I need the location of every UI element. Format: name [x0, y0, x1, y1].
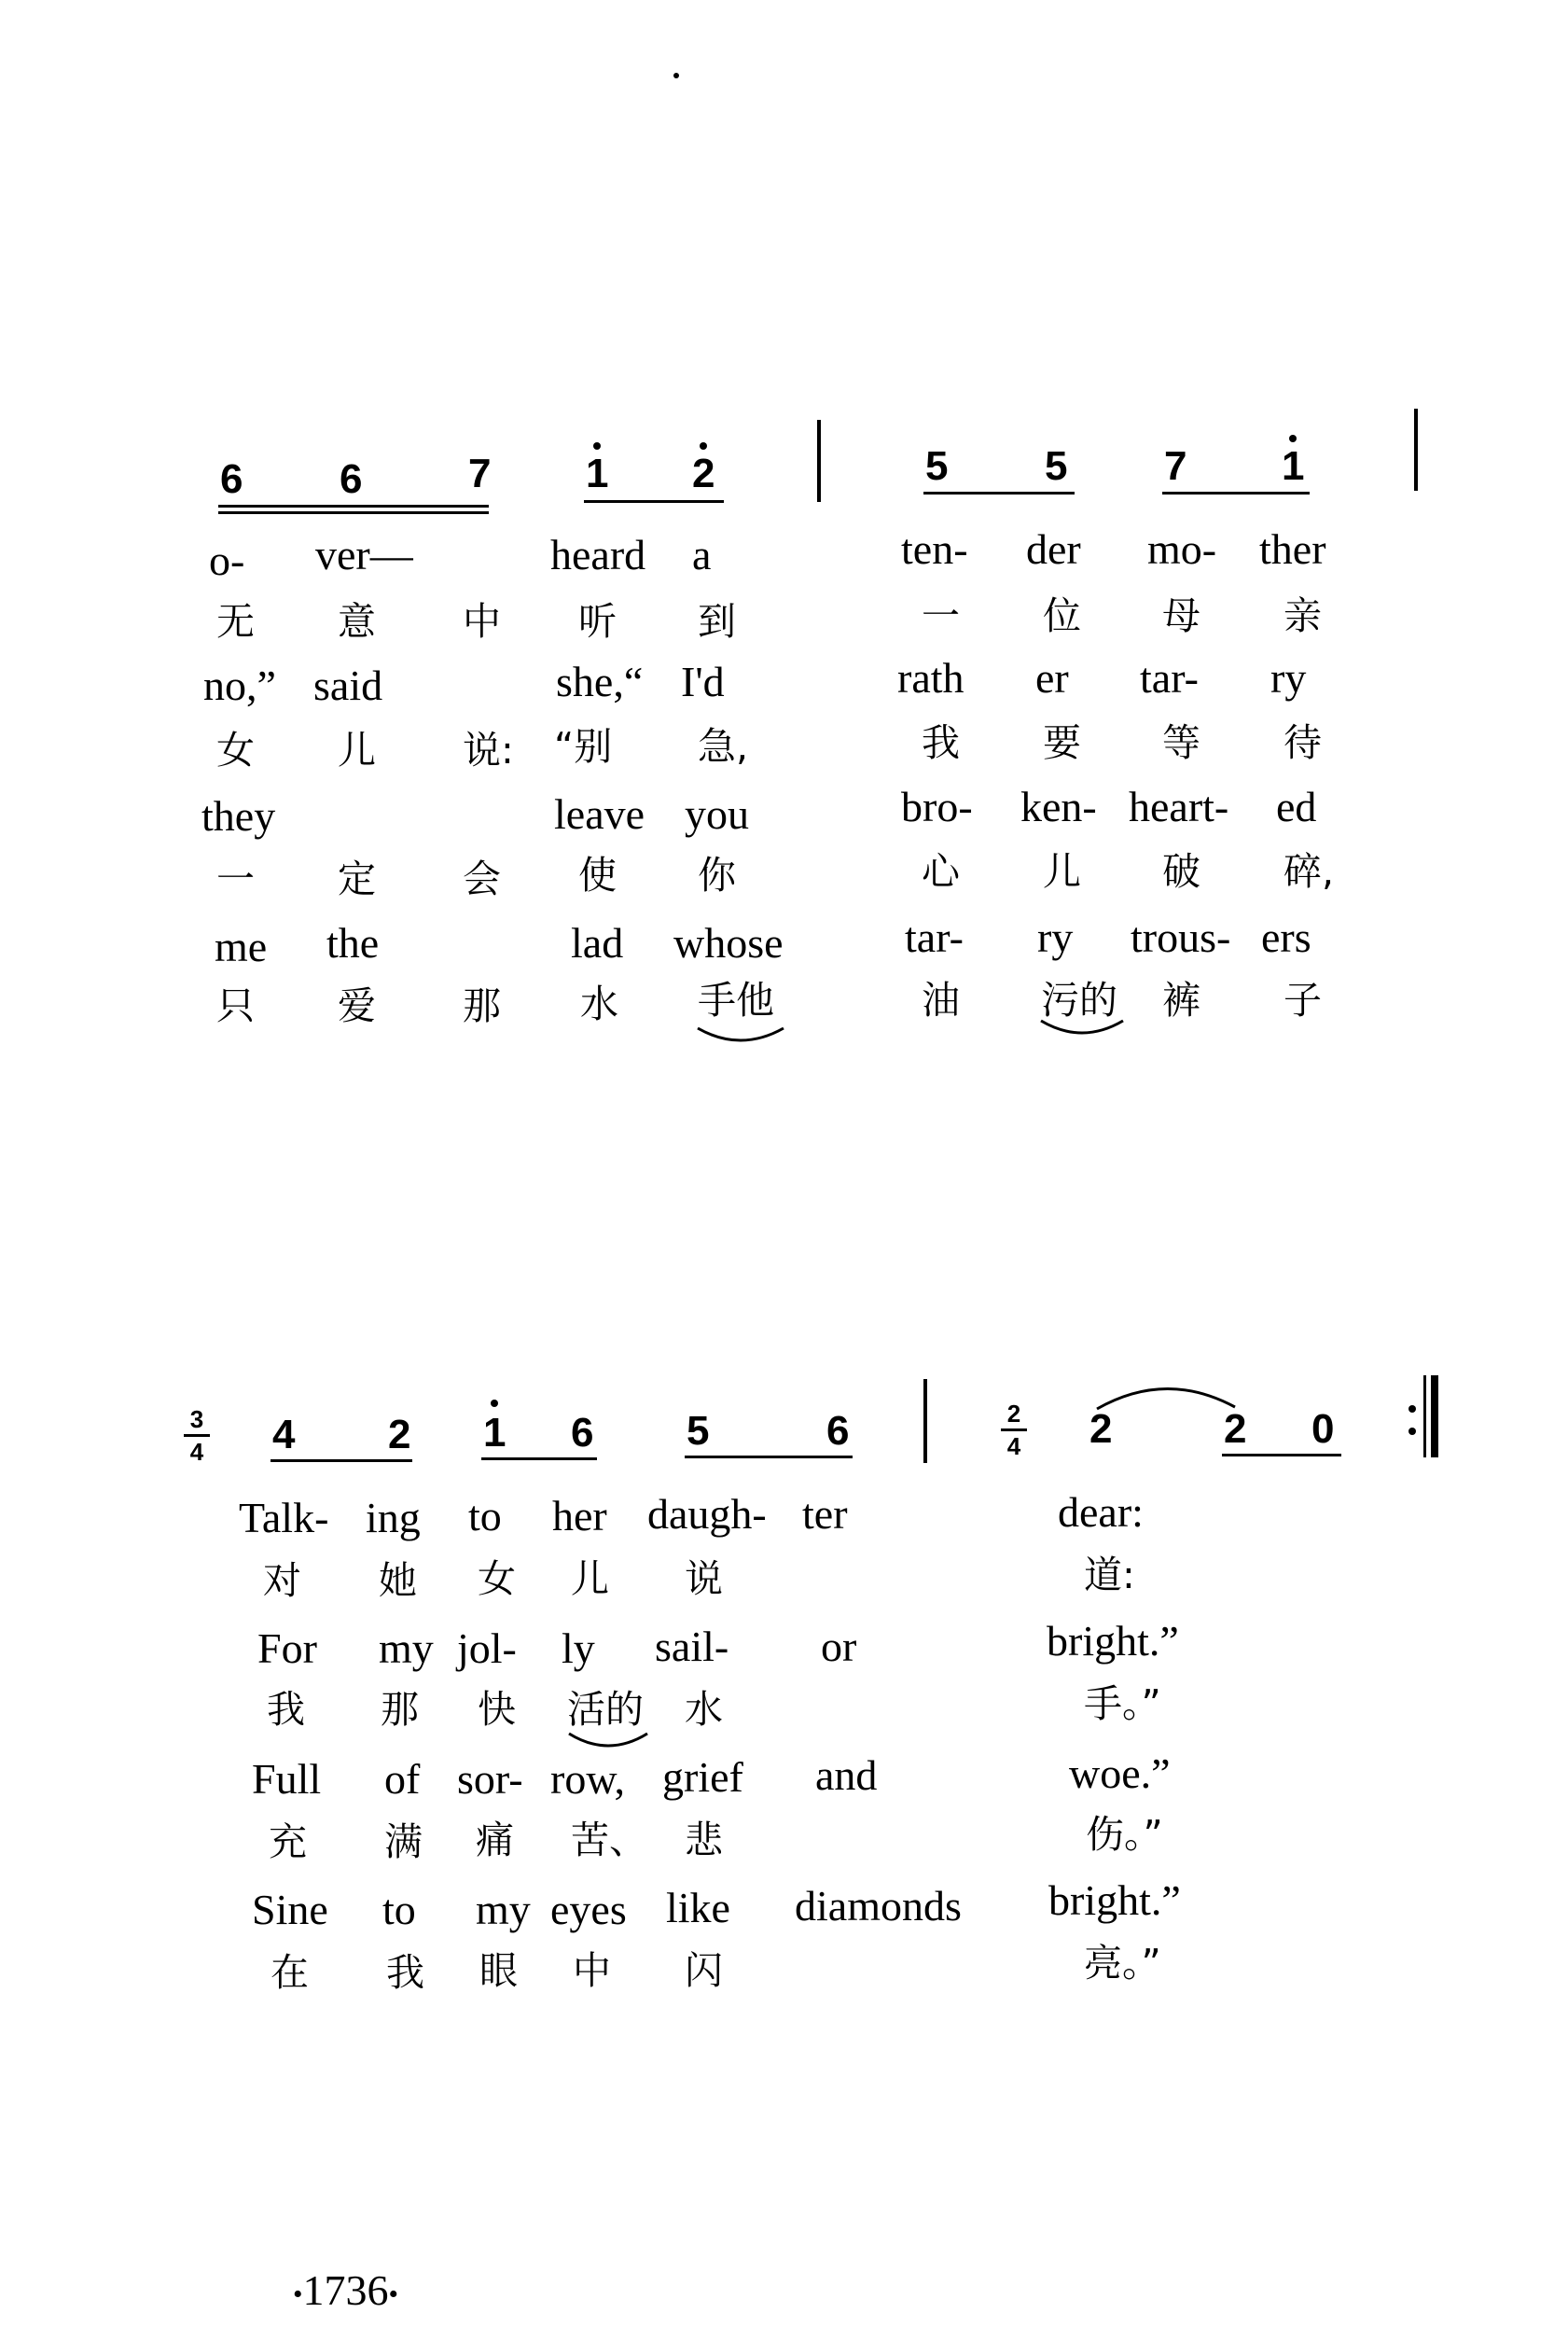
note: 2 — [692, 451, 715, 496]
lyric-zh: 在 — [271, 1950, 309, 1995]
beam-underline — [1222, 1454, 1341, 1456]
lyric-zh: 眼 — [479, 1948, 518, 1993]
lyric-zh: 痛 — [476, 1818, 514, 1862]
lyric-en: you — [685, 790, 749, 838]
beam-underline — [481, 1457, 597, 1460]
lyric-zh: 满 — [384, 1819, 423, 1864]
lyric-zh: 子 — [1284, 978, 1322, 1023]
lyric-zh: 一 — [922, 593, 960, 638]
lyric-en: or — [821, 1623, 857, 1670]
barline — [1414, 409, 1418, 491]
page-number-bullet: • — [293, 2278, 303, 2310]
lyric-zh: 水 — [685, 1687, 723, 1732]
lyric-en: Talk- — [239, 1494, 329, 1541]
page-number-value: 1736 — [302, 2266, 389, 2314]
lyric-zh: 到 — [698, 599, 736, 644]
lyric-zh: 使 — [578, 853, 617, 898]
lyric-zh: 中 — [573, 1948, 611, 1993]
page-number-bullet: • — [388, 2278, 399, 2310]
lyric-zh: 手他 — [698, 978, 774, 1023]
lyric-zh: 儿 — [338, 728, 376, 773]
lyric-zh: 女 — [478, 1556, 516, 1601]
lyric-en: jol- — [457, 1624, 517, 1672]
lyric-en: o- — [209, 536, 245, 584]
lyric-en: of — [384, 1755, 421, 1803]
lyric-en: ter — [802, 1490, 848, 1538]
high-octave-dot — [491, 1400, 498, 1407]
lyric-en: dear: — [1058, 1488, 1144, 1536]
lyric-en: ry — [1270, 654, 1307, 702]
lyric-zh: 只 — [216, 983, 255, 1028]
lyric-zh: 儿 — [1043, 849, 1081, 894]
note: 0 — [1311, 1406, 1335, 1452]
lyric-en: bright.” — [1047, 1617, 1179, 1665]
note: 6 — [826, 1408, 850, 1454]
lyric-en: to — [382, 1886, 416, 1933]
note: 5 — [1045, 443, 1068, 489]
lyric-en: like — [666, 1884, 730, 1931]
time-sig-top: 2 — [1006, 1400, 1021, 1428]
lyric-zh: 油 — [922, 978, 960, 1023]
lyric-en: my — [379, 1624, 434, 1672]
lyric-zh: 闪 — [685, 1948, 723, 1993]
lyric-zh: 会 — [463, 857, 501, 901]
note: 2 — [388, 1412, 411, 1457]
lyric-en: diamonds — [795, 1882, 962, 1930]
repeat-dot — [1408, 1405, 1416, 1413]
lyric-zh: 母 — [1162, 593, 1200, 638]
lyric-zh: 我 — [922, 720, 960, 765]
note: 6 — [220, 456, 243, 502]
time-sig-top: 3 — [189, 1405, 204, 1433]
time-sig-bottom: 4 — [1006, 1432, 1021, 1460]
lyric-zh: 污的 — [1041, 978, 1117, 1023]
beam-underline — [271, 1459, 412, 1462]
lyric-en: my — [476, 1886, 531, 1933]
lyric-zh: 儿 — [571, 1556, 609, 1601]
lyric-zh: 碎, — [1284, 849, 1335, 894]
note: 2 — [1089, 1406, 1113, 1452]
lyric-en: sail- — [655, 1623, 729, 1670]
lyric-en: eyes — [550, 1886, 627, 1933]
lyric-en: me — [215, 923, 268, 970]
lyric-zh: 亲 — [1284, 593, 1322, 638]
tie-mark — [694, 1024, 787, 1052]
lyric-en: bright.” — [1048, 1876, 1181, 1924]
tie-mark — [565, 1730, 651, 1758]
note: 1 — [1282, 443, 1305, 489]
lyric-en: rath — [897, 654, 964, 702]
lyric-zh: 你 — [698, 853, 736, 898]
lyric-zh: 中 — [463, 599, 501, 644]
lyric-zh: 苦、 — [571, 1818, 647, 1862]
high-octave-dot — [700, 442, 707, 450]
lyric-zh: 定 — [338, 857, 376, 901]
lyric-en: tar- — [905, 913, 964, 961]
lyric-en: and — [815, 1751, 878, 1799]
lyric-en: ly — [562, 1624, 595, 1672]
barline-thick — [1431, 1375, 1438, 1457]
lyric-zh: 我 — [386, 1950, 424, 1995]
lyric-zh: 听 — [578, 599, 617, 644]
lyric-en: ken- — [1020, 783, 1097, 830]
barline — [817, 420, 821, 502]
tie-mark — [1037, 1017, 1127, 1045]
lyric-en: leave — [554, 790, 645, 838]
lyric-en: row, — [550, 1755, 626, 1803]
lyric-zh: 活的 — [567, 1687, 644, 1732]
lyric-en: der — [1026, 525, 1081, 573]
note: 7 — [468, 451, 492, 496]
lyric-zh: 水 — [580, 982, 618, 1026]
note: 2 — [1224, 1406, 1247, 1452]
lyric-en: mo- — [1147, 525, 1217, 573]
lyric-zh: 那 — [381, 1687, 419, 1732]
note: 6 — [340, 456, 363, 502]
time-sig-bottom: 4 — [189, 1438, 204, 1466]
lyric-en: lad — [571, 919, 624, 967]
lyric-zh: 她 — [379, 1558, 417, 1603]
lyric-zh: 快 — [478, 1687, 516, 1732]
lyric-zh: 急, — [698, 724, 749, 769]
beam-underline — [218, 511, 489, 514]
lyric-en: ing — [366, 1494, 421, 1541]
lyric-zh: 破 — [1162, 849, 1200, 894]
lyric-en: whose — [673, 919, 784, 967]
lyric-en: heart- — [1129, 783, 1229, 830]
lyric-zh: 无 — [216, 599, 255, 644]
lyric-zh: 女 — [216, 728, 255, 773]
lyric-en: said — [313, 662, 383, 709]
high-octave-dot — [1289, 435, 1297, 442]
repeat-dot — [1408, 1428, 1416, 1435]
lyric-zh: “别 — [554, 724, 613, 769]
lyric-en: woe.” — [1069, 1749, 1171, 1797]
note: 5 — [925, 443, 949, 489]
beam-underline — [218, 505, 489, 508]
lyric-en: ers — [1261, 913, 1311, 961]
lyric-en: I'd — [681, 658, 725, 705]
barline — [1423, 1375, 1426, 1457]
lyric-en: to — [468, 1492, 502, 1540]
lyric-zh: 等 — [1162, 720, 1200, 765]
note: 1 — [586, 451, 609, 496]
lyric-zh: 说 — [685, 1556, 723, 1601]
lyric-zh: 待 — [1284, 720, 1322, 765]
lyric-zh: 对 — [263, 1558, 301, 1603]
beam-underline — [1162, 492, 1310, 495]
page-number — [293, 2265, 398, 2315]
beam-underline — [685, 1456, 853, 1458]
lyric-en: they — [201, 792, 276, 840]
lyric-en: bro- — [901, 783, 973, 830]
lyric-zh: 伤。” — [1086, 1812, 1163, 1857]
stray-dot — [673, 73, 679, 78]
lyric-en: er — [1035, 654, 1069, 702]
lyric-zh: 道: — [1084, 1553, 1135, 1597]
lyric-en: Sine — [252, 1886, 328, 1933]
time-signature — [1000, 1401, 1028, 1458]
lyric-zh: 位 — [1043, 593, 1081, 638]
beam-underline — [584, 500, 724, 503]
lyric-en: Full — [252, 1755, 322, 1803]
lyric-zh: 要 — [1043, 720, 1081, 765]
note: 4 — [272, 1412, 296, 1457]
lyric-en: trous- — [1131, 913, 1231, 961]
lyric-zh: 意 — [338, 599, 376, 644]
lyric-en: the — [326, 919, 380, 967]
high-octave-dot — [593, 442, 601, 450]
lyric-zh: 心 — [922, 849, 960, 894]
lyric-en: ver— — [315, 531, 413, 578]
lyric-en: heard — [550, 531, 646, 578]
lyric-en: daugh- — [647, 1490, 767, 1538]
barline — [923, 1379, 927, 1463]
note: 6 — [571, 1410, 594, 1456]
lyric-en: her — [552, 1492, 607, 1540]
lyric-zh: 悲 — [685, 1818, 723, 1862]
lyric-en: tar- — [1140, 654, 1199, 702]
lyric-zh: 说: — [463, 728, 514, 773]
lyric-en: ten- — [901, 525, 968, 573]
lyric-en: she,“ — [556, 658, 644, 705]
time-signature — [183, 1407, 211, 1464]
lyric-en: sor- — [457, 1755, 523, 1803]
tie-mark — [1091, 1375, 1241, 1413]
lyric-zh: 手。” — [1084, 1681, 1161, 1726]
lyric-en: a — [692, 531, 712, 578]
note: 1 — [483, 1410, 506, 1456]
lyric-zh: 我 — [267, 1687, 305, 1732]
lyric-zh: 爱 — [338, 983, 376, 1028]
beam-underline — [923, 492, 1075, 495]
lyric-zh: 一 — [216, 857, 255, 901]
lyric-zh: 充 — [269, 1819, 307, 1864]
lyric-en: ther — [1259, 525, 1326, 573]
lyric-en: no,” — [203, 662, 276, 709]
lyric-zh: 那 — [463, 983, 501, 1028]
lyric-en: grief — [662, 1753, 743, 1801]
lyric-en: ed — [1276, 783, 1317, 830]
lyric-en: ry — [1037, 913, 1074, 961]
note: 5 — [687, 1408, 710, 1454]
lyric-zh: 亮。” — [1084, 1941, 1161, 1986]
lyric-zh: 裤 — [1162, 978, 1200, 1023]
note: 7 — [1164, 443, 1187, 489]
lyric-en: For — [257, 1624, 317, 1672]
